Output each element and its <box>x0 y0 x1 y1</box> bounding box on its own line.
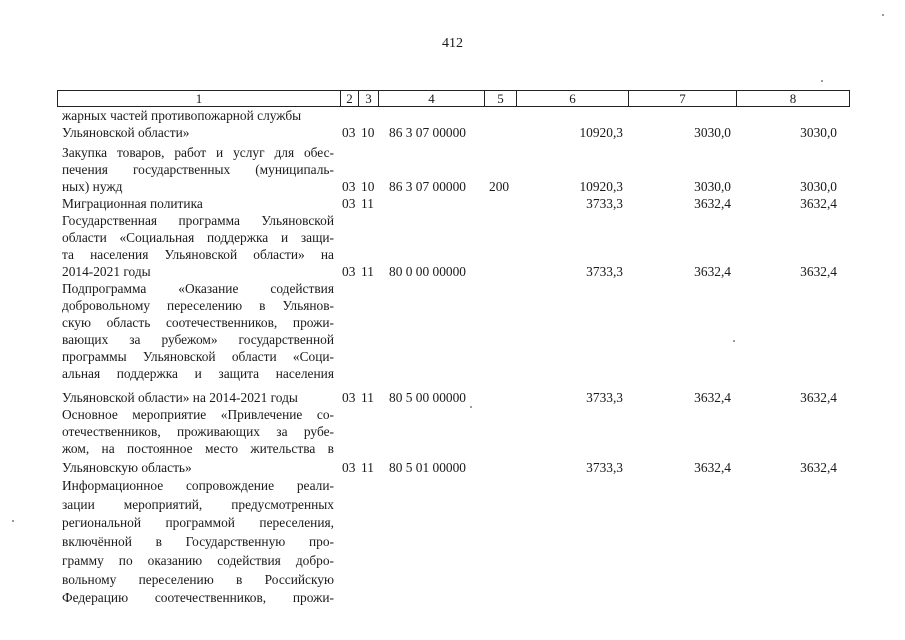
cell-rz: 03 <box>342 179 356 194</box>
cell-amount-col8: 3030,0 <box>800 125 837 140</box>
cell-amount-col7: 3632,4 <box>694 390 731 405</box>
row-text-line: Ульяновской области» на 2014-2021 годы <box>62 390 298 405</box>
row-text-line: отечественников, проживающих за рубе- <box>62 424 334 439</box>
cell-pr: 11 <box>361 196 374 211</box>
row-text-line: вольному переселению в Российскую <box>62 572 334 587</box>
row-text-line: Ульяновской области» <box>62 125 190 140</box>
cell-pr: 10 <box>361 125 375 140</box>
scan-speck <box>882 14 884 16</box>
cell-rz: 03 <box>342 264 356 279</box>
cell-amount-col6: 10920,3 <box>579 125 623 140</box>
cell-amount-col7: 3030,0 <box>694 125 731 140</box>
row-text-line: области «Социальная поддержка и защи- <box>62 230 334 245</box>
cell-csr: 80 5 00 00000 <box>389 390 466 405</box>
row-text-line: программы Ульяновской области «Соци- <box>62 349 334 364</box>
row-text-line: Закупка товаров, работ и услуг для обес- <box>62 145 334 160</box>
table-header <box>57 90 850 107</box>
row-text-line: добровольному переселению в Ульянов- <box>62 298 334 313</box>
row-text-line: Миграционная политика <box>62 196 203 211</box>
cell-rz: 03 <box>342 460 356 475</box>
row-text-line: Информационное сопровождение реали- <box>62 478 334 493</box>
column-header-6: 6 <box>517 91 629 106</box>
row-text-line: зации мероприятий, предусмотренных <box>62 497 334 512</box>
cell-vr: 200 <box>489 179 510 194</box>
column-header-2: 2 <box>341 91 359 106</box>
row-text-line: жарных частей противопожарной службы <box>62 108 302 123</box>
cell-amount-col8: 3632,4 <box>800 264 837 279</box>
scan-speck <box>821 80 823 82</box>
cell-amount-col7: 3030,0 <box>694 179 731 194</box>
cell-csr: 86 3 07 00000 <box>389 125 466 140</box>
row-text-line: Федерацию соотечественников, прожи- <box>62 590 334 605</box>
cell-rz: 03 <box>342 390 356 405</box>
cell-amount-col6: 3733,3 <box>586 264 623 279</box>
row-text-line: жом, на постоянное место жительства в <box>62 441 334 456</box>
cell-amount-col7: 3632,4 <box>694 460 731 475</box>
row-text-line: Государственная программа Ульяновской <box>62 213 334 228</box>
row-text-line: печения государственных (муниципаль- <box>62 162 334 177</box>
row-text-line: Подпрограмма «Оказание содействия <box>62 281 334 296</box>
scan-speck <box>12 520 14 522</box>
cell-pr: 11 <box>361 390 374 405</box>
cell-pr: 11 <box>361 460 374 475</box>
cell-amount-col8: 3632,4 <box>800 390 837 405</box>
cell-amount-col6: 3733,3 <box>586 196 623 211</box>
row-text-line: скую область соотечественников, прожи- <box>62 315 334 330</box>
cell-amount-col6: 3733,3 <box>586 460 623 475</box>
cell-csr: 80 0 00 00000 <box>389 264 466 279</box>
page-number: 412 <box>442 36 463 51</box>
cell-amount-col6: 3733,3 <box>586 390 623 405</box>
column-header-8: 8 <box>789 91 797 106</box>
cell-amount-col8: 3632,4 <box>800 196 837 211</box>
scan-speck <box>470 406 472 408</box>
row-text-line: 2014-2021 годы <box>62 264 151 279</box>
cell-csr: 80 5 01 00000 <box>389 460 466 475</box>
column-header-1: 1 <box>58 91 341 106</box>
cell-amount-col8: 3632,4 <box>800 460 837 475</box>
column-header-4: 4 <box>379 91 485 106</box>
row-text-line: грамму по оказанию содействия добро- <box>62 553 334 568</box>
column-header-3: 3 <box>359 91 379 106</box>
row-text-line: та населения Ульяновской области» на <box>62 247 334 262</box>
cell-rz: 03 <box>342 125 356 140</box>
row-text-line: ных) нужд <box>62 179 123 194</box>
cell-csr: 86 3 07 00000 <box>389 179 466 194</box>
column-header-7: 7 <box>629 91 737 106</box>
row-text-line: включённой в Государственную про- <box>62 534 334 549</box>
scan-speck <box>733 340 735 342</box>
cell-amount-col8: 3030,0 <box>800 179 837 194</box>
row-text-line: Основное мероприятие «Привлечение со- <box>62 407 334 422</box>
cell-amount-col6: 10920,3 <box>579 179 623 194</box>
column-header-5: 5 <box>485 91 517 106</box>
cell-pr: 10 <box>361 179 375 194</box>
row-text-line: вающих за рубежом» государственной <box>62 332 334 347</box>
cell-pr: 11 <box>361 264 374 279</box>
row-text-line: региональной программой переселения, <box>62 515 334 530</box>
row-text-line: Ульяновскую область» <box>62 460 192 475</box>
row-text-line: альная поддержка и защита населения <box>62 366 334 381</box>
cell-amount-col7: 3632,4 <box>694 264 731 279</box>
cell-rz: 03 <box>342 196 356 211</box>
cell-amount-col7: 3632,4 <box>694 196 731 211</box>
